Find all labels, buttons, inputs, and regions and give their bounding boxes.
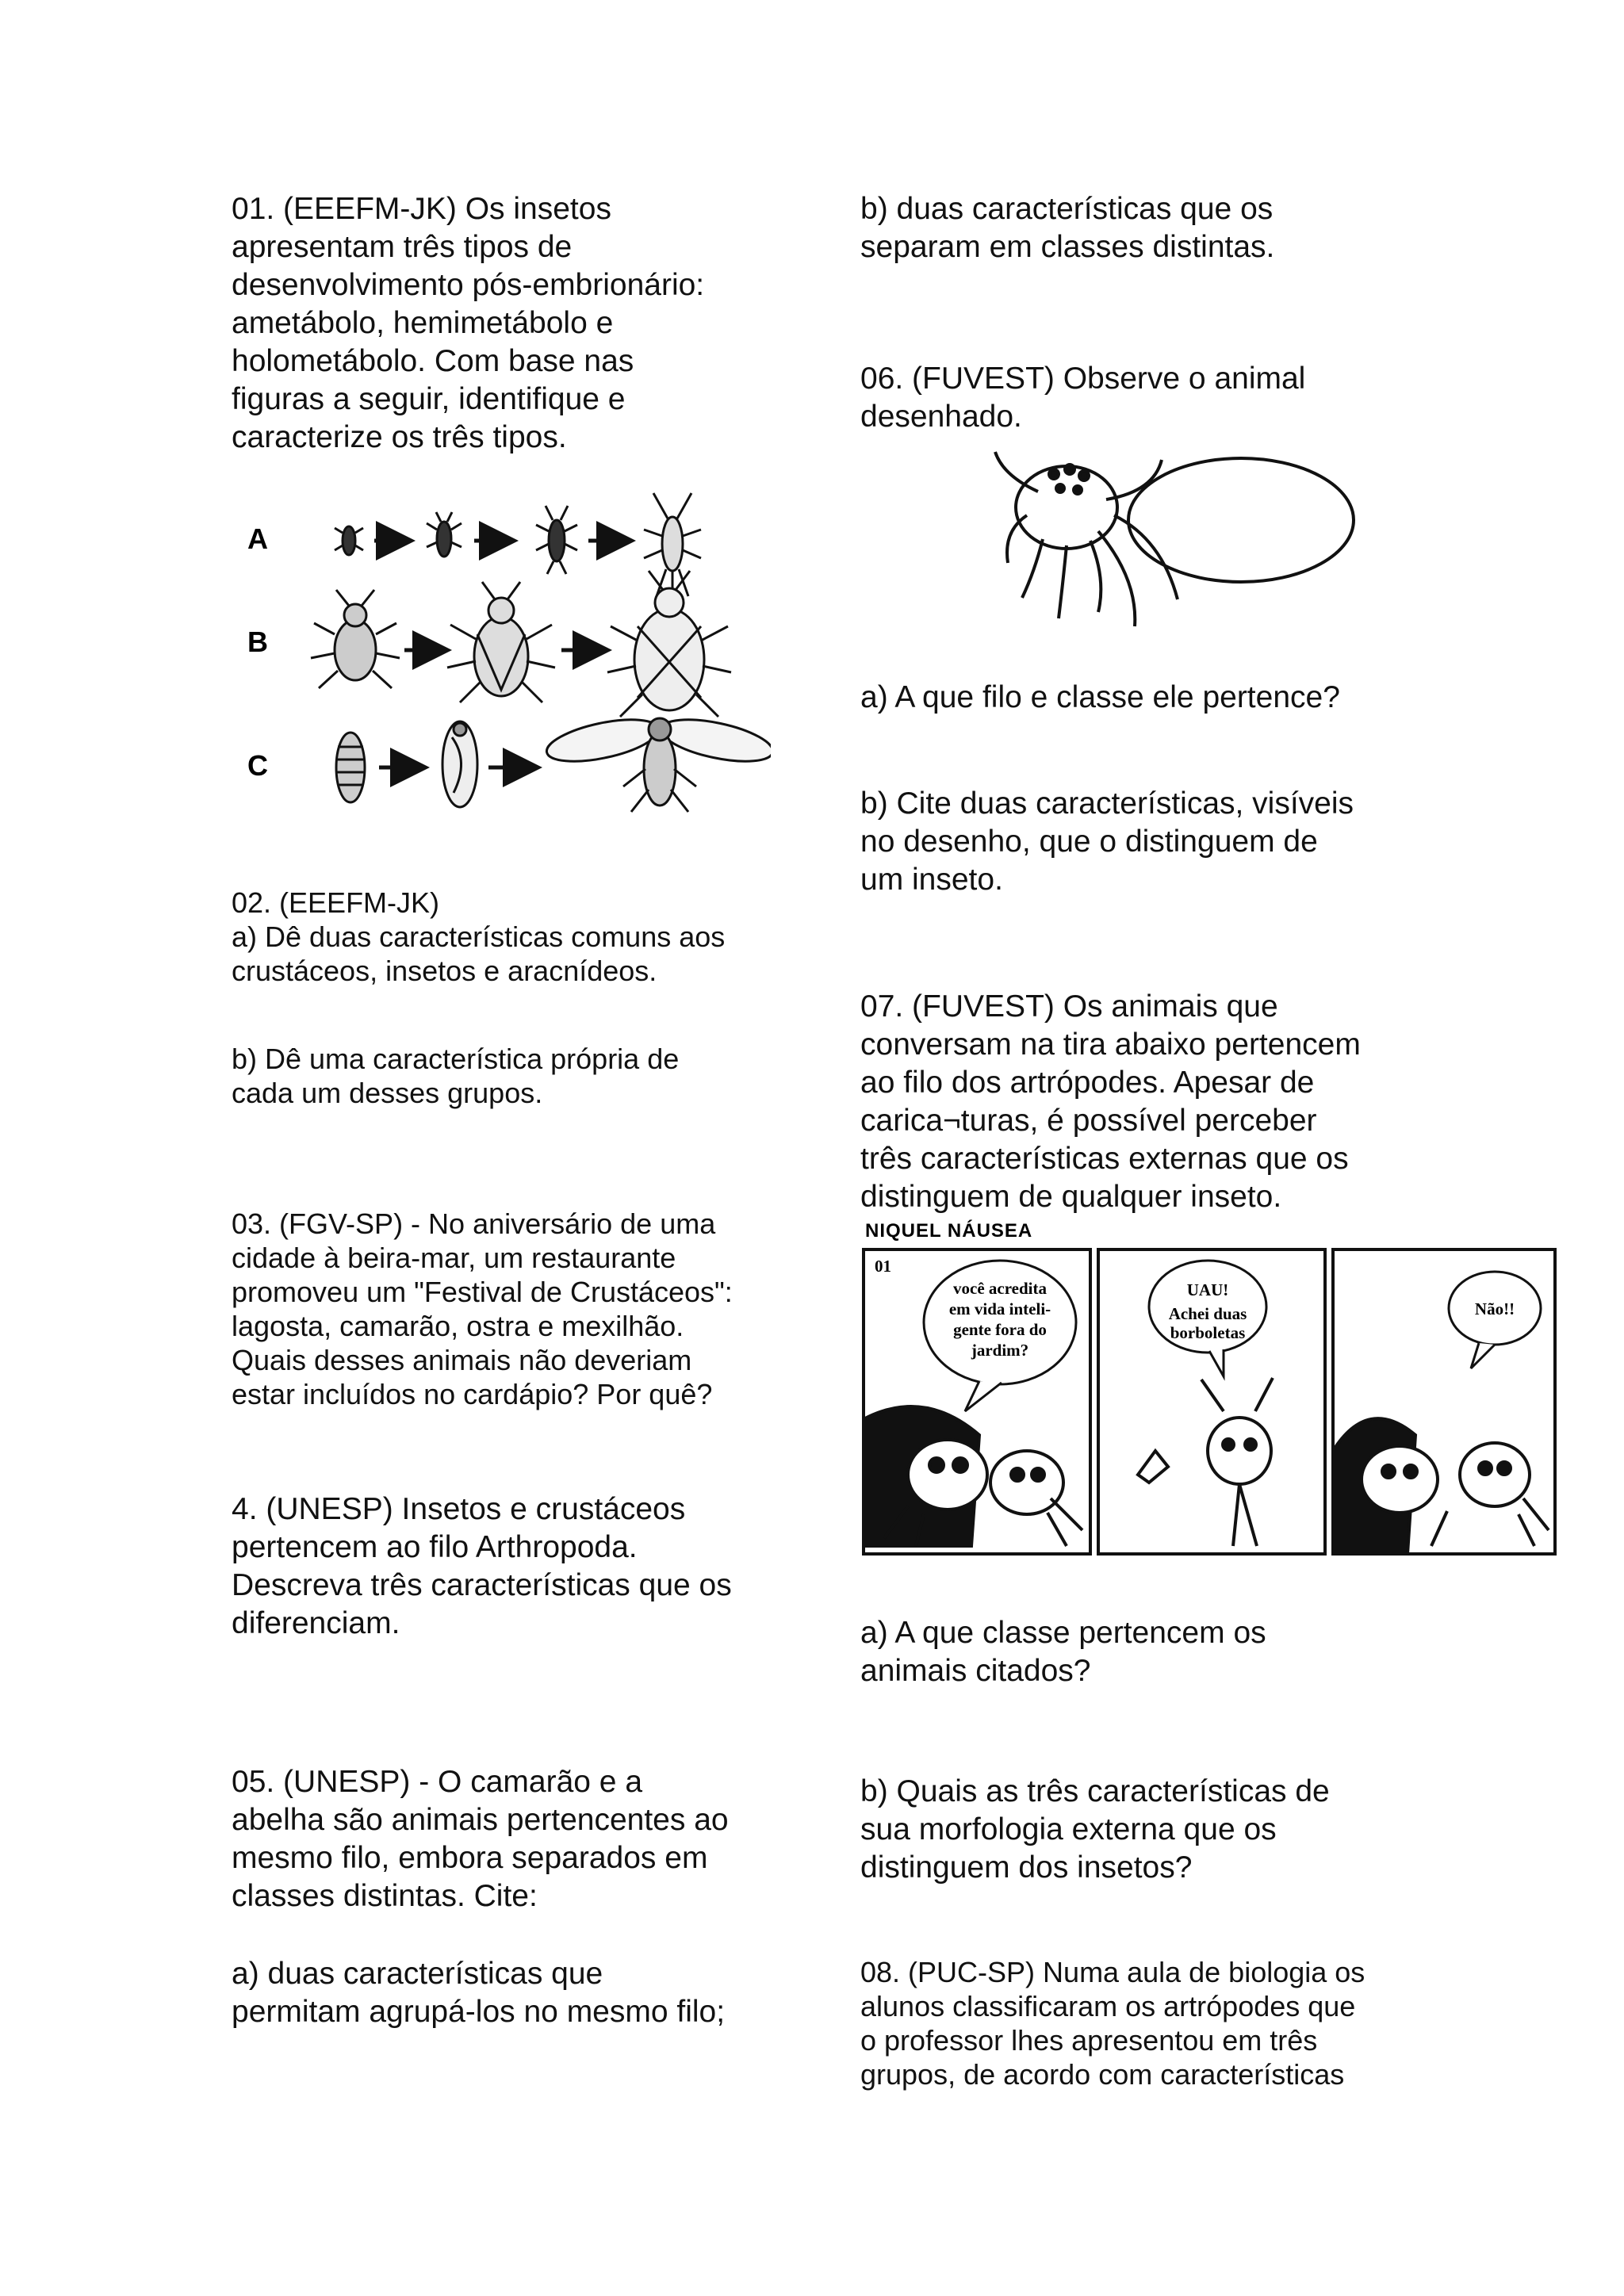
comic-title: NIQUEL NÁUSEA: [865, 1220, 1033, 1242]
stage-label-a: A: [247, 522, 268, 555]
bubble-1-line: gente fora do: [953, 1320, 1047, 1339]
question-02: [232, 886, 802, 988]
text-line: mesmo filo, embora separados em: [232, 1841, 708, 1875]
larva-icon: [336, 733, 365, 802]
ametabolous-stage-1-icon: [335, 526, 363, 555]
comic-panel-number: 01: [875, 1257, 891, 1276]
text-line: b) Cite duas características, visíveis: [860, 786, 1354, 821]
question-05-b: [860, 190, 1415, 266]
text-line: distinguem dos insetos?: [860, 1850, 1193, 1885]
question-07-b: [860, 1773, 1415, 1887]
text-line: pertencem ao filo Arthropoda.: [232, 1530, 638, 1564]
question-04: [232, 1490, 802, 1643]
text-line: animais citados?: [860, 1654, 1091, 1688]
text-line: b) Quais as três características de: [860, 1774, 1330, 1808]
text-line: sua morfologia externa que os: [860, 1812, 1277, 1846]
ametabolous-stage-2-icon: [427, 512, 462, 557]
text-line: desenhado.: [860, 400, 1022, 434]
text-line: Descreva três características que os: [232, 1568, 732, 1602]
ametabolous-adult-icon: [644, 493, 701, 599]
bubble-1-line: jardim?: [971, 1341, 1029, 1360]
text-line: conversam na tira abaixo pertencem: [860, 1027, 1361, 1062]
text-line: a) Dê duas características comuns aos: [232, 920, 726, 953]
text-line: 03. (FGV-SP) - No aniversário de uma: [232, 1207, 716, 1240]
text-line: cada um desses grupos.: [232, 1077, 543, 1109]
text-line: alunos classificaram os artrópodes que: [860, 1990, 1356, 2022]
hemimetabolous-juvenile-icon: [447, 582, 555, 702]
ametabolous-stage-3-icon: [536, 506, 577, 574]
question-01: [232, 190, 802, 457]
hemimetabolous-adult-icon: [607, 571, 731, 717]
question-06-b: [860, 785, 1415, 899]
text-line: a) A que classe pertencem os: [860, 1616, 1266, 1650]
text-line: 05. (UNESP) - O camarão e a: [232, 1765, 643, 1799]
text-line: grupos, de acordo com características: [860, 2058, 1345, 2091]
text-line: 4. (UNESP) Insetos e crustáceos: [232, 1492, 686, 1526]
text-line: ametábolo, hemimetábolo e: [232, 306, 614, 340]
text-line: a) duas características que: [232, 1957, 603, 1991]
text-line: lagosta, camarão, ostra e mexilhão.: [232, 1310, 684, 1342]
pupa-icon: [442, 721, 477, 807]
question-07: [860, 988, 1415, 1216]
text-line: ao filo dos artrópodes. Apesar de: [860, 1066, 1315, 1100]
text-line: carica¬turas, é possível perceber: [860, 1104, 1317, 1138]
text-line: 06. (FUVEST) Observe o animal: [860, 362, 1306, 396]
question-05-a: [232, 1955, 802, 2031]
text-line: holometábolo. Com base nas: [232, 344, 634, 378]
text-line: cidade à beira-mar, um restaurante: [232, 1242, 676, 1274]
bubble-2-exclamation: UAU!: [1186, 1280, 1229, 1299]
bubble-2-line: borboletas: [1170, 1323, 1246, 1342]
text-line: 01. (EEEFM-JK) Os insetos: [232, 192, 611, 226]
text-line: o professor lhes apresentou em três: [860, 2024, 1318, 2057]
text-line: permitam agrupá-los no mesmo filo;: [232, 1995, 726, 2029]
text-line: b) Dê uma característica própria de: [232, 1043, 680, 1075]
text-line: no desenho, que o distinguem de: [860, 825, 1318, 859]
question-06: [860, 360, 1415, 436]
question-07-a: [860, 1614, 1415, 1690]
insect-development-figure: [232, 492, 771, 840]
text-line: Quais desses animais não deveriam: [232, 1344, 692, 1376]
text-line: figuras a seguir, identifique e: [232, 382, 626, 416]
text-line: promoveu um "Festival de Crustáceos":: [232, 1276, 733, 1308]
text-line: crustáceos, insetos e aracnídeos.: [232, 955, 657, 987]
text-line: apresentam três tipos de: [232, 230, 573, 264]
question-title: 02. (EEEFM-JK): [232, 886, 440, 919]
bubble-3-text: Não!!: [1474, 1299, 1515, 1318]
text-line: distinguem de qualquer inseto.: [860, 1180, 1282, 1214]
question-08: [860, 1955, 1415, 2091]
question-03: [232, 1207, 802, 1411]
text-line: 08. (PUC-SP) Numa aula de biologia os: [860, 1956, 1365, 1988]
stage-label-c: C: [247, 749, 268, 782]
text-line: caracterize os três tipos.: [232, 420, 567, 454]
hemimetabolous-nymph-icon: [311, 590, 400, 688]
text-line: desenvolvimento pós-embrionário:: [232, 268, 705, 302]
text-line: classes distintas. Cite:: [232, 1879, 538, 1913]
question-02-b: [232, 1042, 802, 1110]
winged-adult-icon: [543, 712, 771, 812]
bubble-2-line: Achei duas: [1168, 1304, 1247, 1323]
spider-drawing: [979, 444, 1376, 634]
text-line: abelha são animais pertencentes ao: [232, 1803, 729, 1837]
question-06-a: [860, 679, 1415, 717]
bubble-1-line: em vida inteli-: [948, 1299, 1051, 1318]
text-line: 07. (FUVEST) Os animais que: [860, 989, 1278, 1024]
text-line: estar incluídos no cardápio? Por quê?: [232, 1378, 713, 1410]
text-line: um inseto.: [860, 863, 1003, 897]
question-05: [232, 1763, 802, 1915]
text-line: três características externas que os: [860, 1142, 1349, 1176]
text-line: diferenciam.: [232, 1606, 400, 1640]
stage-label-b: B: [247, 626, 268, 658]
comic-strip: [860, 1213, 1558, 1570]
bubble-1-line: você acredita: [953, 1279, 1047, 1298]
text-line: a) A que filo e classe ele pertence?: [860, 680, 1340, 714]
text-line: b) duas características que os: [860, 192, 1274, 226]
text-line: separam em classes distintas.: [860, 230, 1275, 264]
